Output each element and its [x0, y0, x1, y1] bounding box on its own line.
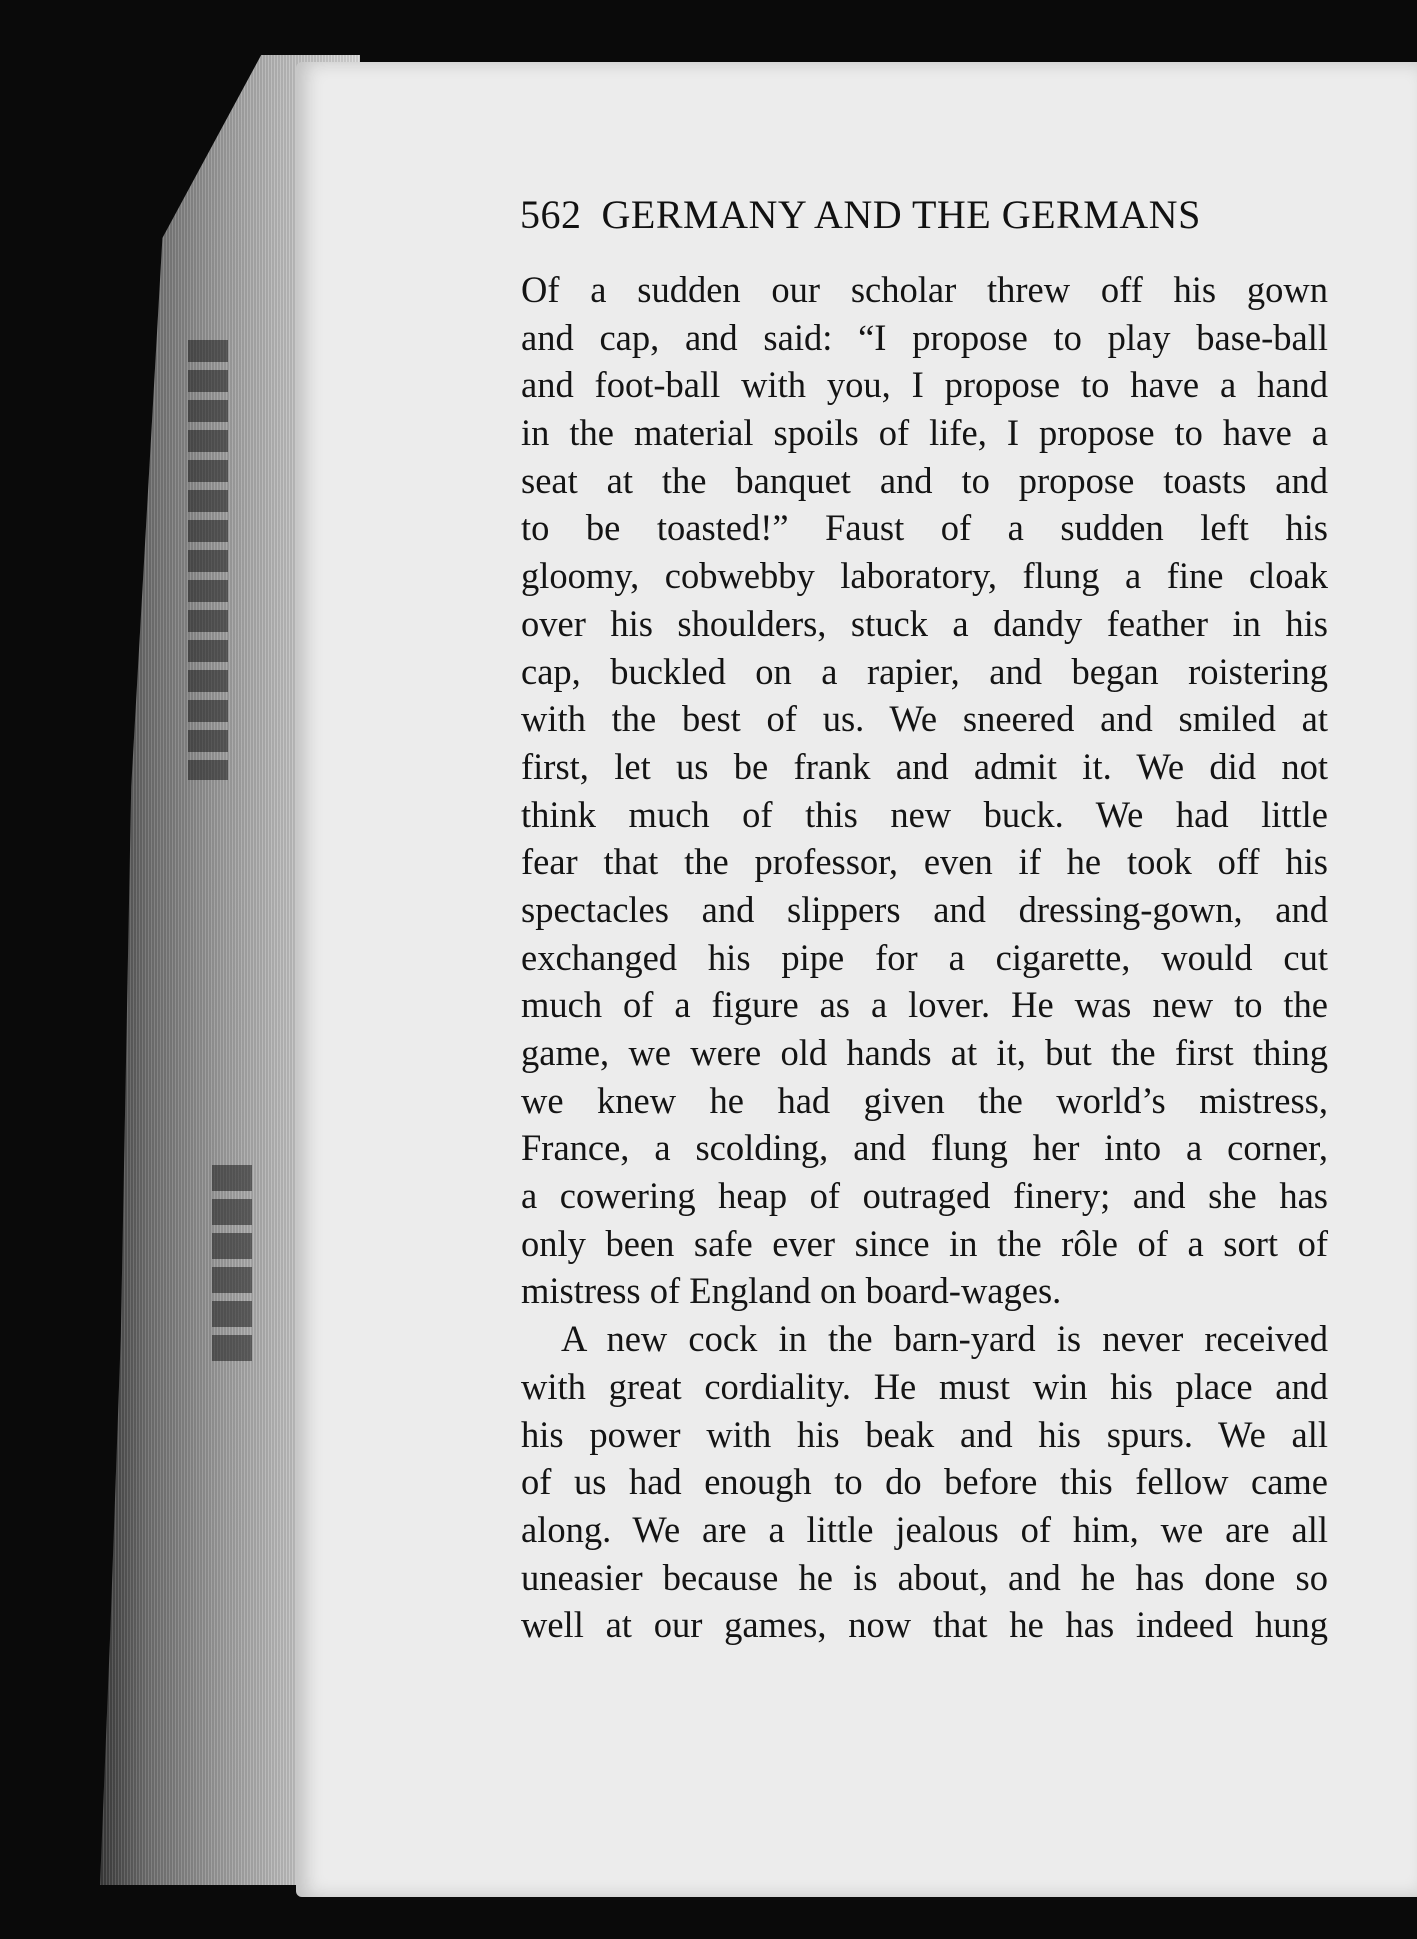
- running-head-title: GERMANY AND THE GERMANS: [601, 192, 1201, 237]
- text-line: seat at the banquet and to propose toasts and: [521, 459, 1328, 501]
- text-line: uneasier because he is about, and he has done so: [521, 1556, 1328, 1598]
- text-line: we knew he had given the world’s mistress,: [521, 1079, 1328, 1121]
- text-line: gloomy, cobwebby laboratory, flung a fine cloak: [521, 555, 1328, 597]
- text-line: A new cock in the barn-yard is never received: [561, 1318, 1328, 1360]
- text-line: to be toasted!” Faust of a sudden left his: [521, 507, 1328, 549]
- library-stamp-mark: [188, 340, 228, 780]
- text-line: fear that the professor, even if he took off his: [521, 841, 1328, 883]
- page-number: 562: [520, 192, 582, 237]
- text-line: and foot-ball with you, I propose to have a hand: [521, 364, 1328, 406]
- body-text: [521, 266, 1328, 1649]
- paragraph: [521, 1315, 1328, 1649]
- library-stamp-mark: [212, 1165, 252, 1365]
- text-line: game, we were old hands at it, but the first thing: [521, 1032, 1328, 1073]
- text-line: with great cordiality. He must win his place and: [521, 1365, 1328, 1407]
- running-head: [520, 191, 1280, 238]
- text-line: a cowering heap of outraged finery; and she has: [521, 1175, 1328, 1217]
- text-line: well at our games, now that he has indeed hung: [521, 1604, 1328, 1646]
- text-line: only been safe ever since in the rôle of a sort of: [521, 1222, 1328, 1264]
- text-line: cap, buckled on a rapier, and began roistering: [521, 650, 1328, 692]
- text-line: first, let us be frank and admit it. We did not: [521, 745, 1328, 787]
- text-line: think much of this new buck. We had little: [521, 793, 1328, 835]
- text-line: with the best of us. We sneered and smiled at: [521, 698, 1328, 740]
- text-line: exchanged his pipe for a cigarette, would cut: [521, 936, 1328, 978]
- text-line: mistress of England on board-wages.: [521, 1270, 1062, 1312]
- paragraph: [521, 266, 1328, 1315]
- text-line: Of a sudden our scholar threw off his gown: [521, 269, 1328, 310]
- text-line: France, a scolding, and flung her into a corner,: [521, 1127, 1328, 1169]
- text-line: and cap, and said: “I propose to play base-ball: [521, 316, 1328, 358]
- text-line: over his shoulders, stuck a dandy feather in his: [521, 602, 1328, 644]
- text-line: of us had enough to do before this fellow came: [521, 1461, 1328, 1503]
- text-line: in the material spoils of life, I propose to have a: [521, 412, 1328, 454]
- text-line: spectacles and slippers and dressing-gown, and: [521, 888, 1328, 930]
- text-line: along. We are a little jealous of him, we are all: [521, 1508, 1328, 1550]
- text-line: his power with his beak and his spurs. We all: [521, 1413, 1328, 1455]
- text-line: much of a figure as a lover. He was new to the: [521, 984, 1328, 1026]
